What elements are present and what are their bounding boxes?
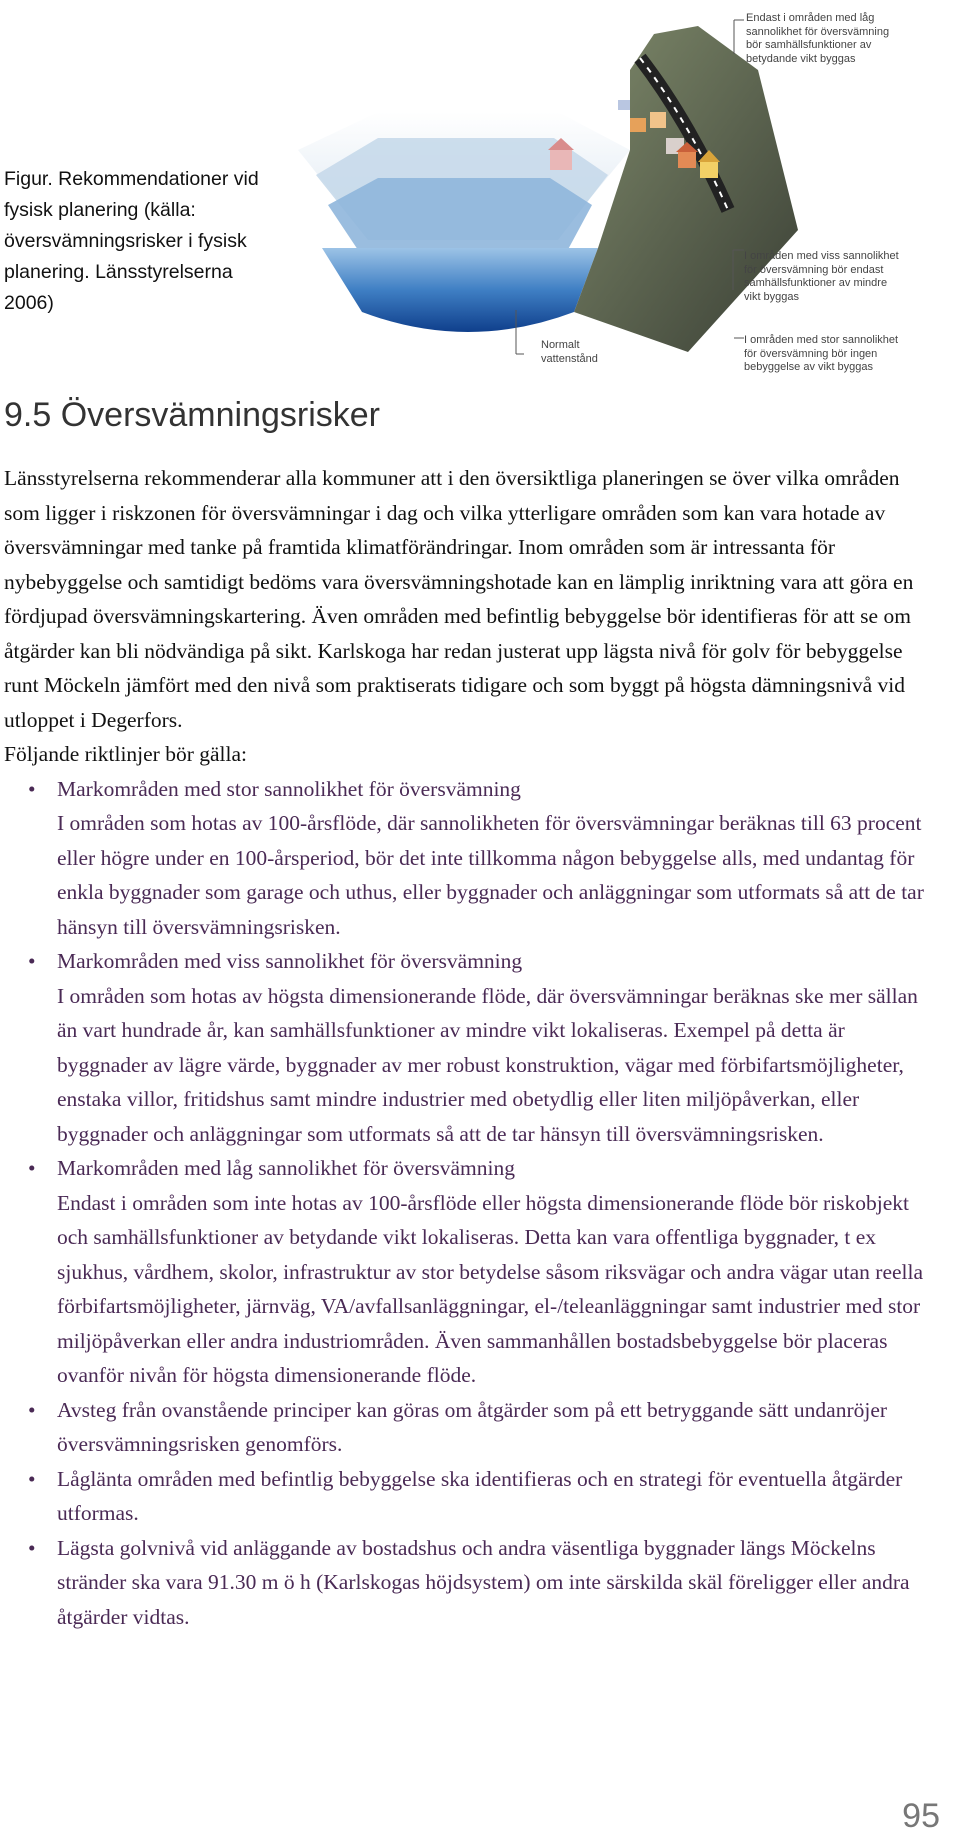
- bullet-icon: •: [28, 1397, 36, 1422]
- list-item: [4, 1151, 924, 1393]
- list-item: [4, 944, 924, 1151]
- list-item-title: Markområden med viss sannolikhet för översvämning: [57, 949, 523, 973]
- flood-risk-illustration: [258, 0, 960, 392]
- bullet-icon: •: [28, 1535, 36, 1560]
- list-item: [4, 1393, 924, 1462]
- figure-caption: Figur. Rekommendationer vid fysisk planering (källa: översvämningsrisker i fysisk planering. Länsstyrelserna 2006): [4, 168, 259, 314]
- list-item-title: Markområden med låg sannolikhet för översvämning: [57, 1156, 515, 1180]
- label-normal-water-level: Normalt vattenstånd: [541, 339, 598, 365]
- section-heading: 9.5 Översvämningsrisker: [4, 396, 381, 434]
- bullet-icon: •: [28, 949, 36, 973]
- bullet-icon: •: [28, 1466, 36, 1491]
- list-item-text: Lägsta golvnivå vid anläggande av bostadshus och andra väsentliga byggnader längs Möckelns stränder ska vara 91.30 m ö h (Karlskogas höjdsystem) om inte särskilda skäl föreligger eller andra åtgärder vidtas.: [57, 1535, 910, 1629]
- list-item-text: I områden som hotas av högsta dimensionerande flöde, där översvämningar beräknas ske mer sällan än vart hundrade år, kan samhällsfunktioner av mindre vikt lokaliseras. Exempel på detta är byggnader av lägre värde, byggnader av mer robust konstruktion, vägar med förbifartsmöjligheter, enstaka villor, fritidshus samt mindre industrier med obetydlig eller liten miljöpåverkan, eller byggnader och anläggningar som utformats så att de tar hänsyn till översvämningsrisken.: [57, 983, 918, 1146]
- list-item: [4, 1462, 924, 1531]
- list-item-text: Avsteg från ovanstående principer kan göras om åtgärder som på ett betryggande sätt undanröjer översvämningsrisken genomförs.: [57, 1397, 888, 1456]
- water-body: [322, 248, 598, 332]
- list-item-text: Endast i områden som inte hotas av 100-årsflöde eller högsta dimensionerande flöde bör riskobjekt och samhällsfunktioner av betydande vikt lokaliseras. Detta kan vara offentliga byggnader, t ex sjukhus, vårdhem, skolor, infrastruktur av stor betydelse såsom riksvägar och andra vägar utan reella förbifartsmöjligheter, järnväg, VA/avfallsanläggningar, el-/teleanläggningar samt industrier med stor miljöpåverkan eller andra industriområden. Även sammanhållen bostadsbebyggelse bör placeras ovanför nivån för högsta dimensionerande flöde.: [57, 1190, 924, 1387]
- bullet-icon: •: [28, 776, 36, 801]
- guidelines-list: [4, 772, 924, 1635]
- bullet-icon: •: [28, 1156, 36, 1180]
- list-item-text: Låglänta områden med befintlig bebyggelse ska identifieras och en strategi för eventuella åtgärder utformas.: [57, 1466, 903, 1525]
- label-some-probability: I områden med viss sannolikhet för översvämning bör endast samhällsfunktioner av mindre vikt byggas: [744, 250, 899, 303]
- list-item: [4, 772, 924, 945]
- intro-paragraph: Länsstyrelserna rekommenderar alla kommuner att i den översiktliga planeringen se över vilka områden som ligger i riskzonen för översvämningar i dag och vilka ytterligare områden som kan vara hotade av översvämningar med tanke på framtida klimatförändringar. Inom områden som är intressanta för nybebyggelse och samtidigt bedöms vara översvämningshotade kan en lämplig inriktning vara att göra en fördjupad översvämningskartering. Även områden med befintlig bebyggelse bör identifieras för att se om åtgärder kan bli nödvändiga på sikt. Karlskoga har redan justerat upp lägsta nivå för golv för bebyggelse runt Möckeln jämfört med den nivå som praktiserats tidigare och som byggt på högsta dämningsnivå vid utloppet i Degerfors.: [4, 466, 914, 732]
- label-low-probability: Endast i områden med låg sannolikhet för översvämning bör samhällsfunktioner av betydande vikt byggas: [746, 12, 890, 65]
- page-number: 95: [902, 1797, 940, 1835]
- list-item-text: I områden som hotas av 100-årsflöde, där sannolikheten för översvämningar beräknas till 63 procent eller högre under en 100-årsperiod, bör det inte tillkomma någon bebyggelse alls, med undantag för enkla byggnader som garage och uthus, eller byggnader och anläggningar som utformats så att de tar hänsyn till översvämningsrisken.: [57, 811, 924, 939]
- label-high-probability: I områden med stor sannolikhet för översvämning bör ingen bebyggelse av vikt byggas: [744, 334, 899, 373]
- guidelines-intro: Följande riktlinjer bör gälla:: [4, 742, 248, 766]
- list-item-title: Markområden med stor sannolikhet för översvämning: [57, 776, 521, 801]
- list-item: [4, 1531, 924, 1635]
- section-body: [4, 461, 924, 1634]
